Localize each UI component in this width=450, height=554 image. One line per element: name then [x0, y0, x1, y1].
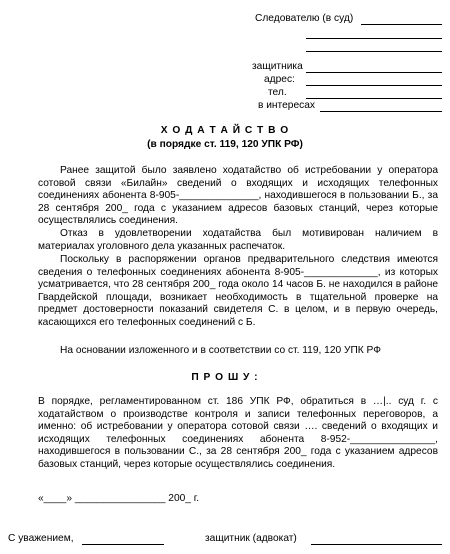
addressee-line — [361, 24, 442, 25]
paragraph-1: Ранее защитой было заявлено ходатайство об истребовании у оператора сотовой связи «Билайн» сведений о входящих и исходящих телефонных соединениях абонента 8-905-______________, находившегося в пользовании Б., за 28 сентября 200_ года с указанием адресов базовых станций, через которые осуществлялись соединения. — [38, 165, 438, 226]
blank-line — [306, 51, 442, 52]
blank-line — [306, 38, 442, 39]
date-line: «____» ________________ 200_ г. — [38, 493, 200, 504]
paragraph-3: Поскольку в распоряжении органов предварительного следствия имеются сведения о телефонных соединениях абонента 8-905-_____________, из которых усматривается, что 28 сентября 200_ года около 14 часов Б. не находился в районе Гвардейской площади, возникает необходимость в тщательной проверке на предмет достоверности показаний свидетеля С. в целом, и в первую очередь, касающихся его телефонных соединений с Б. — [38, 254, 438, 328]
phone-label: тел. — [268, 87, 287, 98]
addressee-label: Следователю (в суд) — [255, 13, 354, 24]
signature-label: защитник (адвокат) — [205, 533, 297, 544]
interests-line — [320, 111, 442, 112]
regards-signature-line — [82, 544, 164, 545]
request-heading: П Р О Ш У : — [191, 372, 259, 383]
basis-text: На основании изложенного и в соответствии со ст. 119, 120 УПК РФ — [60, 345, 381, 356]
phone-line — [306, 98, 442, 99]
request-text: В порядке, регламентированном ст. 186 УПК РФ, обратиться в …|.. суд г. с ходатайством о производстве контроля и записи телефонных переговоров, а именно: об истребовании у оператора сотовой связи …. сведений о входящих и исходящих телефонных соединениях абонента 8-952-_______________, находившегося в пользовании С., за 28 сентября 200_ года с указанием адресов базовых станций, через которые осуществлялись соединения. — [38, 396, 438, 470]
document-subtitle: (в порядке ст. 119, 120 УПК РФ) — [147, 139, 303, 150]
signature-line — [311, 544, 442, 545]
defender-line — [306, 72, 442, 73]
defender-label: защитника — [252, 61, 303, 72]
interests-label: в интересах — [258, 100, 315, 111]
address-label: адрес: — [264, 74, 295, 85]
regards-text: С уважением, — [8, 533, 74, 544]
address-line — [306, 85, 442, 86]
document-title: Х О Д А Т А Й С Т В О — [160, 125, 290, 136]
paragraph-2: Отказ в удовлетворении ходатайства был мотивирован наличием в материалах уголовного дела указанных распечаток. — [38, 228, 438, 252]
